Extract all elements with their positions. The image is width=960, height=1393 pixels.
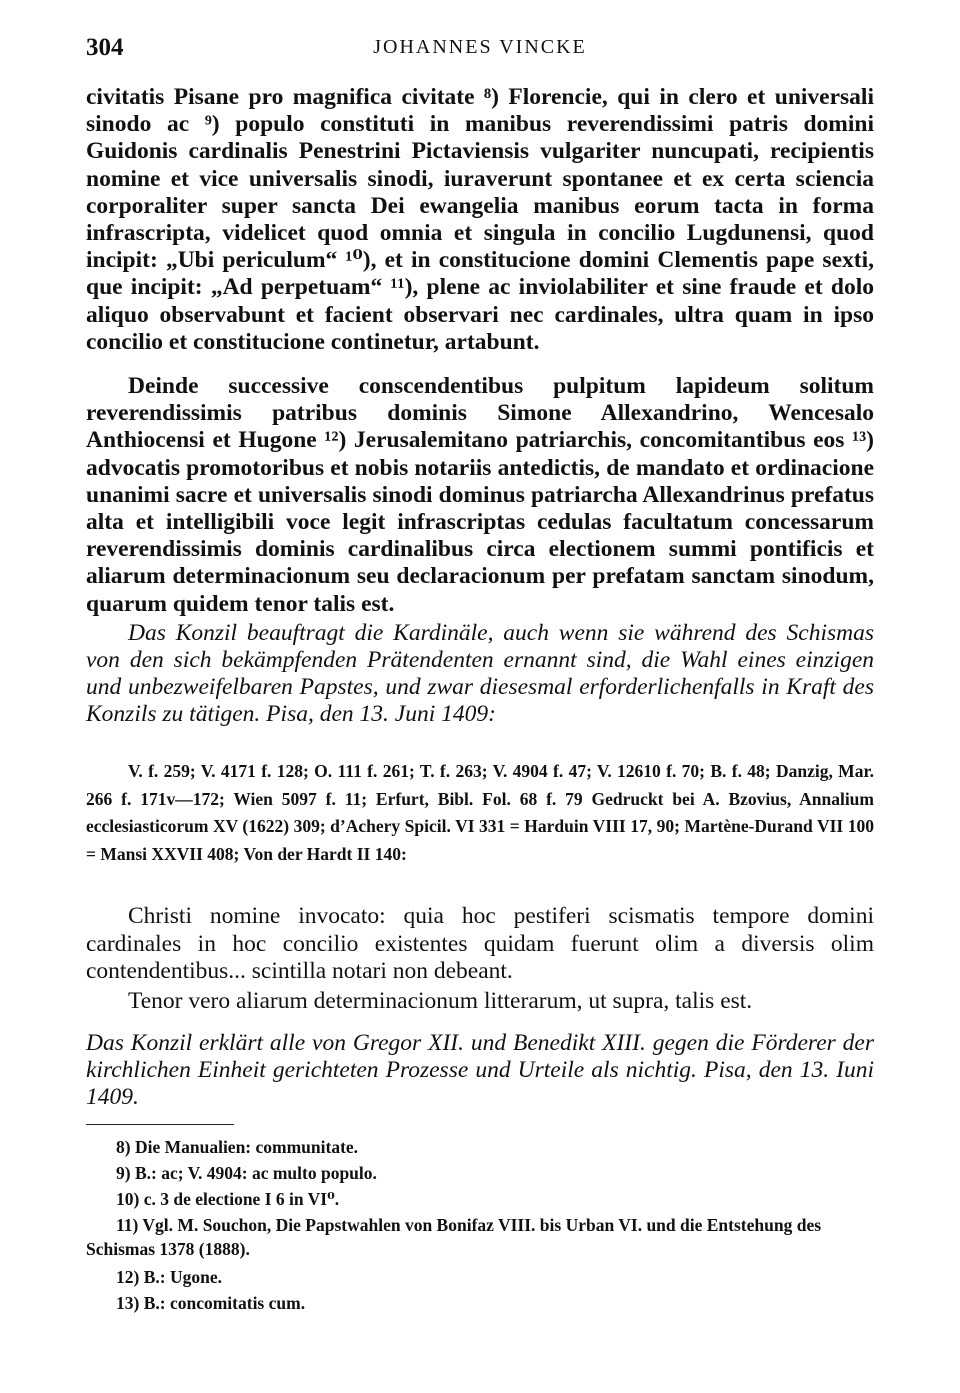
running-title: JOHANNES VINCKE	[373, 36, 587, 58]
footnote	[86, 1162, 874, 1186]
summary-paragraph-2: Das Konzil erklärt alle von Gregor XII. und Benedikt XIII. gegen die Förderer der kirchlichen Einheit gerichteten Prozesse und Urteile als nichtig. Pisa, den 13. Iuni 1409.	[86, 1030, 874, 1110]
source-citation	[86, 758, 874, 868]
footnote-divider	[86, 1124, 234, 1125]
page-header	[86, 34, 874, 70]
footnote-9: 9) B.: ac; V. 4904: ac multo populo.	[116, 1163, 377, 1183]
regest-1	[86, 620, 874, 728]
paragraph-oath: civitatis Pisane pro magnifica civitate ⁸) Florencie, qui in clero et universali sinodo ac ⁹) populo constituti in manibus reverendissimi patris domini Guidonis cardinalis Penestrini Pictaviensis vulgariter nuncupati, recipientis nomine et vice universalis sinodi, iuraverunt spontanee et ex certa sciencia corporaliter super sancta Dei ewangelia manibus eorum tacta in forma infrascripta, videlicet quod omnia et singula in concilio Lugdunensi, quod incipit: „Ubi periculum“ ¹⁰), et in constitucione domini Clementis pape sexti, que incipit: „Ad perpetuam“ ¹¹), plene ac inviolabiliter et sine fraude et dolo aliquo observabunt et facient observari nec cardinales, ultra quam in ipso concilio et constitucione continetur, artabunt.	[86, 84, 874, 355]
document-excerpt-2	[86, 988, 874, 1016]
footnote-13: 13) B.: concomitatis cum.	[116, 1293, 306, 1313]
excerpt-paragraph-1: Christi nomine invocato: quia hoc pestiferi scismatis tempore domini cardinales in hoc concilio existentes quidam fuerunt olim a diversis olim contendentibus... scintilla notari non debeant.	[86, 903, 874, 984]
page-number: 304	[86, 34, 124, 61]
main-text-2	[86, 373, 874, 618]
footnote-8: 8) Die Manualien: communitate.	[116, 1137, 359, 1157]
footnote-12: 12) B.: Ugone.	[116, 1267, 222, 1287]
footnote	[86, 1136, 874, 1160]
footnote	[86, 1188, 874, 1212]
footnote	[86, 1266, 874, 1290]
footnote	[86, 1292, 874, 1316]
main-text	[86, 84, 874, 356]
paragraph-patriarchs: Deinde successive conscendentibus pulpitum lapideum solitum reverendissimis patribus dominis Simone Allexandrino, Wencesalo Anthiocensi et Hugone ¹²) Jerusalemitano patriarchis, concomitantibus eos ¹³) advocatis promotoribus et nobis notariis antedictis, de mandato et ordinacione unanimi sacre et universalis sinodi dominus patriarcha Allexandrinus prefatus alta et intelligibili voce legit infrascriptas cedulas facultatum concessarum reverendissimis dominis cardinalibus circa electionem summi pontificis et aliarum determinacionum seu declaracionum per prefatam sanctam sinodum, quarum quidem tenor talis est.	[86, 373, 874, 617]
document-excerpt	[86, 903, 874, 986]
citation-paragraph: V. f. 259; V. 4171 f. 128; O. 111 f. 261; T. f. 263; V. 4904 f. 47; V. 12610 f. 70; B. f. 48; Danzig, Mar. 266 f. 171v—172; Wien 5097 f. 11; Erfurt, Bibl. Fol. 68 f. 79 Gedruckt bei A. Bzovius, Annalium ecclesiasticorum XV (1622) 309; d’Achery Spicil. VI 331 = Harduin VIII 17, 90; Martène-Durand VII 100 = Mansi XXVII 408; Von der Hardt II 140:	[86, 761, 874, 864]
regest-2	[86, 1030, 874, 1111]
footnote	[86, 1214, 874, 1261]
summary-paragraph-1: Das Konzil beauftragt die Kardinäle, auch wenn sie während des Schismas von den sich bekämpfenden Prätendenten ernannt sind, die Wahl eines einzigen und unbezweifelbaren Papstes, und zwar diesesmal erforderlichenfalls in Kraft des Konzils zu tätigen. Pisa, den 13. Juni 1409:	[86, 620, 874, 727]
footnote-11: 11) Vgl. M. Souchon, Die Papstwahlen von Bonifaz VIII. bis Urban VI. und die Entstehung des Schismas 1378 (1888).	[86, 1215, 822, 1259]
footnote-10: 10) c. 3 de electione I 6 in VI⁰.	[116, 1189, 340, 1209]
excerpt-paragraph-2: Tenor vero aliarum determinacionum litterarum, ut supra, talis est.	[128, 988, 753, 1014]
